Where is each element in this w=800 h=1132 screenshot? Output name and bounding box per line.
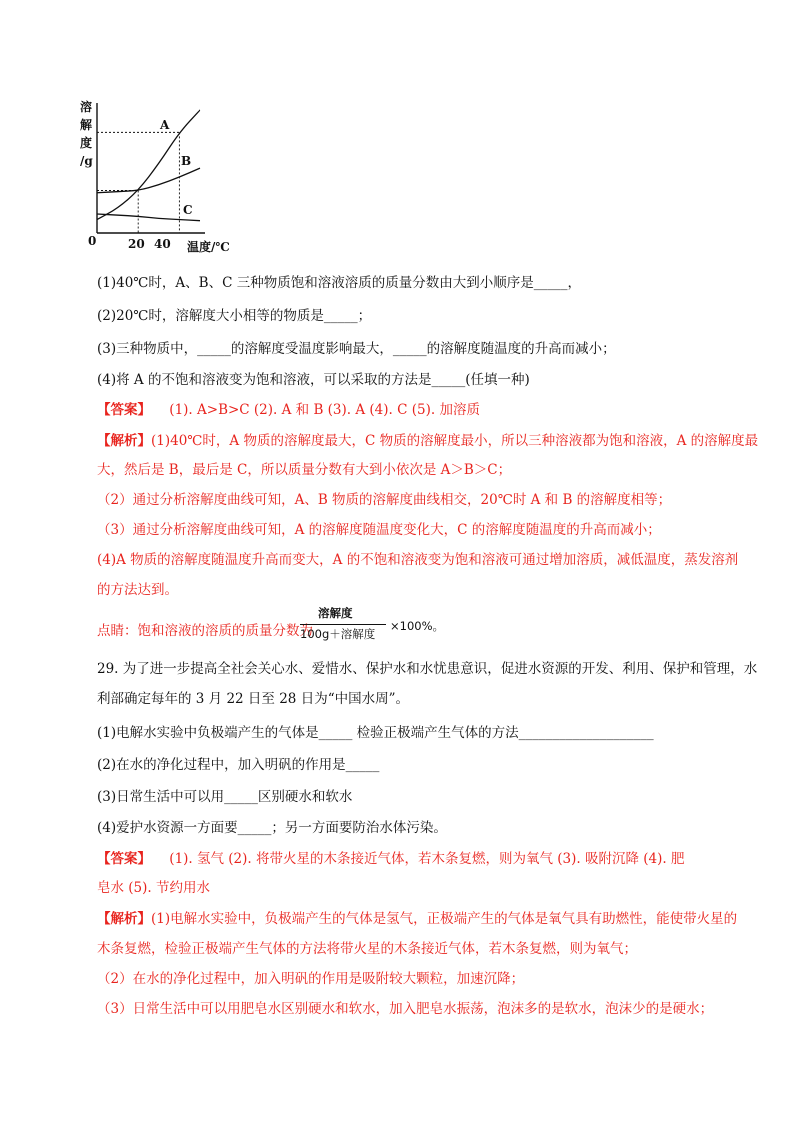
q29-item-2: (2)在水的净化过程中，加入明矾的作用是_____ — [97, 757, 380, 773]
q29-item-4: (4)爱护水资源一方面要_____；另一方面要防治水体污染。 — [97, 820, 447, 836]
fraction-bar — [300, 624, 386, 625]
y-axis-label-1: 溶 — [80, 100, 93, 114]
q29-stem-line-1: 29. 为了进一步提高全社会关心水、爱惜水、保护水和水忧患意识，促进水资源的开发、利用、保护和管理，水 — [97, 661, 758, 677]
origin-label: 0 — [88, 234, 97, 248]
q28-item-2: (2)20℃时，溶解度大小相等的物质是_____； — [97, 308, 372, 324]
q28-tip: 点睛：饱和溶液的溶质的质量分数为 — [97, 623, 313, 639]
x-tick-20: 20 — [128, 237, 145, 251]
q29-stem-line-2: 利部确定每年的 3 月 22 日至 28 日为“中国水周”。 — [97, 691, 409, 707]
analysis-text: (1)电解水实验中，负极端产生的气体是氢气，正极端产生的气体是氧气具有助燃性，能使带火星的 — [151, 911, 738, 927]
q28-item-3: (3)三种物质中，_____的溶解度受温度影响最大，_____的溶解度随温度的升高而减小； — [97, 341, 616, 357]
answer-tag: 【答案】 — [97, 402, 151, 418]
analysis-tag: 【解析】 — [97, 911, 151, 927]
analysis-text: (1)40℃时，A 物质的溶解度最大，C 物质的溶解度最小，所以三种溶液都为饱和溶液，A 的溶解度最 — [151, 433, 759, 449]
q29-answer-line-2: 皂水 (5). 节约用水 — [97, 880, 210, 896]
series-label-c: C — [183, 203, 193, 217]
q28-answer — [97, 400, 480, 420]
q28-analysis-line-2: 大，然后是 B，最后是 C，所以质量分数有大到小依次是 A＞B＞C； — [97, 462, 512, 478]
fraction-numerator: 溶解度 — [318, 606, 353, 620]
series-label-a: A — [160, 118, 170, 132]
q29-analysis-line-4: （3）日常生活中可以用肥皂水区别硬水和软水，加入肥皂水振荡，泡沫多的是软水，泡沫少的是硬水； — [97, 1001, 714, 1017]
q29-item-1: (1)电解水实验中负极端产生的气体是_____ 检验正极端产生气体的方法____________________ — [97, 725, 654, 741]
q28-analysis-line-1 — [97, 431, 758, 451]
answer-text: (1). A>B>C (2). A 和 B (3). A (4). C (5). 加溶质 — [169, 402, 480, 418]
answer-text: (1). 氢气 (2). 将带火星的木条接近气体，若木条复燃，则为氧气 (3). 吸附沉降 (4). 肥 — [169, 851, 685, 867]
q28-item-4: (4)将 A 的不饱和溶液变为饱和溶液，可以采取的方法是_____(任填一种) — [97, 372, 530, 388]
q28-analysis-line-4: （3）通过分析溶解度曲线可知，A 的溶解度随温度变化大，C 的溶解度随温度的升高而减小； — [97, 522, 661, 538]
q29-item-3: (3)日常生活中可以用_____区别硬水和软水 — [97, 789, 353, 805]
x-axis-label: 温度/℃ — [187, 240, 230, 254]
y-axis-label-2: 解 — [80, 118, 93, 132]
q28-analysis-line-5: (4)A 物质的溶解度随温度升高而变大，A 的不饱和溶液变为饱和溶液可通过增加溶质，减低温度，蒸发溶剂 — [97, 552, 739, 568]
q28-analysis-line-6: 的方法达到。 — [97, 582, 178, 598]
series-label-b: B — [181, 154, 192, 168]
q29-analysis-line-3: （2）在水的净化过程中，加入明矾的作用是吸附较大颗粒，加速沉降； — [97, 971, 525, 987]
q29-answer-line-1 — [97, 849, 685, 869]
y-axis-label-4: /g — [80, 154, 93, 168]
answer-tag: 【答案】 — [97, 851, 151, 867]
fraction-denominator: 100g＋溶解度 — [300, 627, 376, 641]
x-tick-40: 40 — [154, 237, 171, 251]
curve-b — [97, 168, 200, 193]
solubility-chart — [80, 95, 250, 265]
analysis-tag: 【解析】 — [97, 433, 151, 449]
y-axis-label-3: 度 — [80, 136, 93, 150]
q29-analysis-line-2: 木条复燃，检验正极端产生气体的方法将带火星的木条接近气体，若木条复燃，则为氧气； — [97, 941, 637, 957]
fraction-tail: ×100%。 — [390, 619, 445, 633]
q28-analysis-line-3: （2）通过分析溶解度曲线可知，A、B 物质的溶解度曲线相交，20℃时 A 和 B 的溶解度相等； — [97, 492, 672, 508]
q29-analysis-line-1 — [97, 909, 737, 929]
q28-item-1: (1)40℃时，A、B、C 三种物质饱和溶液溶质的质量分数由大到小顺序是_____， — [97, 275, 581, 291]
